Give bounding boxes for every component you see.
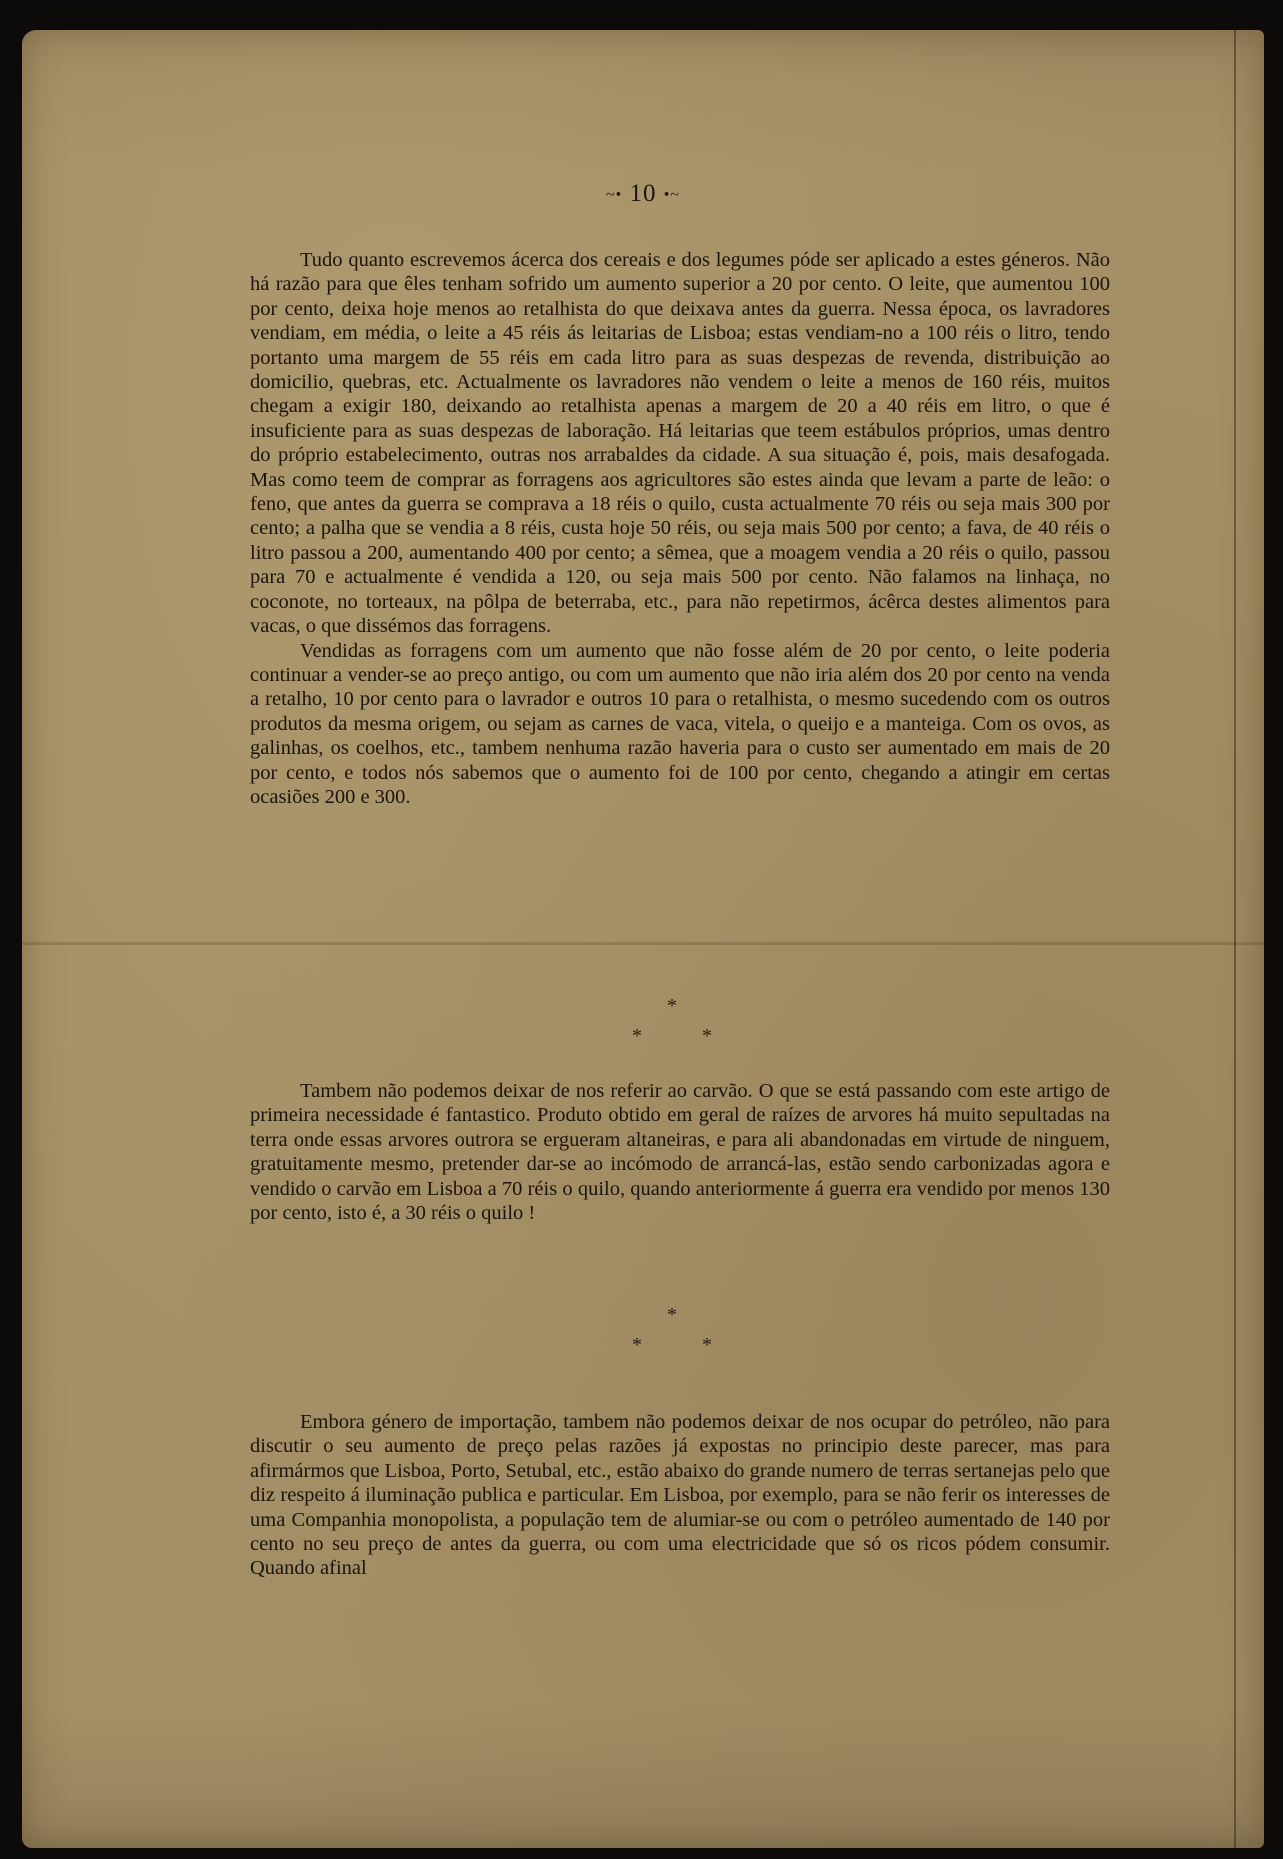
section-separator (602, 995, 762, 1065)
separator-asterisk: * (702, 1025, 712, 1047)
ornament-left: ~• (605, 186, 623, 204)
section-separator (602, 1304, 762, 1374)
separator-asterisk: * (667, 995, 677, 1017)
page-number: 10 (629, 180, 657, 207)
section-laticinios (250, 248, 1110, 809)
document-page (22, 30, 1264, 1848)
section-petroleo (250, 1410, 1110, 1581)
vertical-fold-line (1234, 30, 1236, 1848)
paragraph: Embora género de importação, tambem não podemos deixar de nos ocupar do petróleo, não para discutir o seu aumento de preço pelas razões já expostas no principio deste parecer, mas para afirmármos que Lisboa, Porto, Setubal, etc., estão abaixo do grande numero de terras sertanejas pelo que diz respeito á iluminação publica e particular. Em Lisboa, por exemplo, para se não ferir os interesses de uma Companhia monopolista, a população tem de alumiar-se ou com o petróleo aumentado de 140 por cento no seu preço de antes da guerra, ou com uma electricidade que só os ricos pódem consumir. Quando afinal (250, 1411, 1110, 1580)
paragraph: Tudo quanto escrevemos ácerca dos cereais e dos legumes póde ser aplicado a estes géneros. Não há razão para que êles tenham sofrido um aumento superior a 20 por cento. O leite, que aumentou 100 por cento, deixa hoje menos ao retalhista do que deixava antes da guerra. Nessa época, os lavradores vendiam, em média, o leite a 45 réis ás leitarias de Lisboa; estas vendiam-no a 100 réis o litro, tendo portanto uma margem de 55 réis em cada litro para as suas despezas de revenda, distribuição ao domicilio, quebras, etc. Actualmente os lavradores não vendem o leite a menos de 160 réis, muitos chegam a exigir 180, deixando ao retalhista apenas a margem de 20 a 40 réis em litro, o que é insuficiente para as suas despezas de laboração. Há leitarias que teem estábulos próprios, umas dentro do próprio estabelecimento, outras nos arrabaldes da cidade. A sua situação é, pois, mais desafogada. Mas como teem de comprar as forragens aos agricultores são estes ainda que levam a parte de leão: o feno, que antes da guerra se comprava a 18 réis o quilo, custa actualmente 70 réis ou seja mais 300 por cento; a palha que se vendia a 8 réis, custa hoje 50 réis, ou seja mais 500 por cento; a fava, de 40 réis o litro passou a 200, aumentando 400 por cento; a sêmea, que a moagem vendia a 20 réis o quilo, passou para 70 e actualmente é vendida a 120, ou seja mais 500 por cento. Não falamos na linhaça, no coconote, no torteaux, na pôlpa de beterraba, etc., para não repetirmos, ácêrca destes alimentos para vacas, o que dissémos das forragens. (250, 249, 1110, 638)
separator-asterisk: * (702, 1334, 712, 1356)
paragraph: Tambem não podemos deixar de nos referir ao carvão. O que se está passando com este artigo de primeira necessidade é fantastico. Produto obtido em geral de raízes de arvores há muito sepultadas na terra onde essas arvores outrora se ergueram altaneiras, e para ali abandonadas em virtude de ninguem, gratuitamente mesmo, pretender dar-se ao incómodo de arrancá-las, estão sendo carbonizadas agora e vendido o carvão em Lisboa a 70 réis o quilo, quando anteriormente á guerra era vendido por menos 130 por cento, isto é, a 30 réis o quilo ! (250, 1080, 1110, 1225)
separator-asterisk: * (667, 1304, 677, 1326)
paragraph: Vendidas as forragens com um aumento que não fosse além de 20 por cento, o leite poderia continuar a vender-se ao preço antigo, ou com um aumento que não iria além dos 20 por cento na venda a retalho, 10 por cento para o lavrador e outros 10 para o retalhista, o mesmo sucedendo com os outros produtos da mesma origem, ou sejam as carnes de vaca, vitela, o queijo e a manteiga. Com os ovos, as galinhas, os coelhos, etc., tambem nenhuma razão haveria para o custo ser aumentado em mais de 20 por cento, e todos nós sabemos que o aumento foi de 100 por cento, chegando a atingir em certas ocasiões 200 e 300. (250, 639, 1110, 808)
separator-asterisk: * (632, 1334, 642, 1356)
horizontal-fold-line (22, 942, 1264, 945)
ornament-right: •~ (663, 186, 681, 204)
page-number-header (22, 180, 1264, 208)
section-carvao (250, 1079, 1110, 1225)
separator-asterisk: * (632, 1025, 642, 1047)
